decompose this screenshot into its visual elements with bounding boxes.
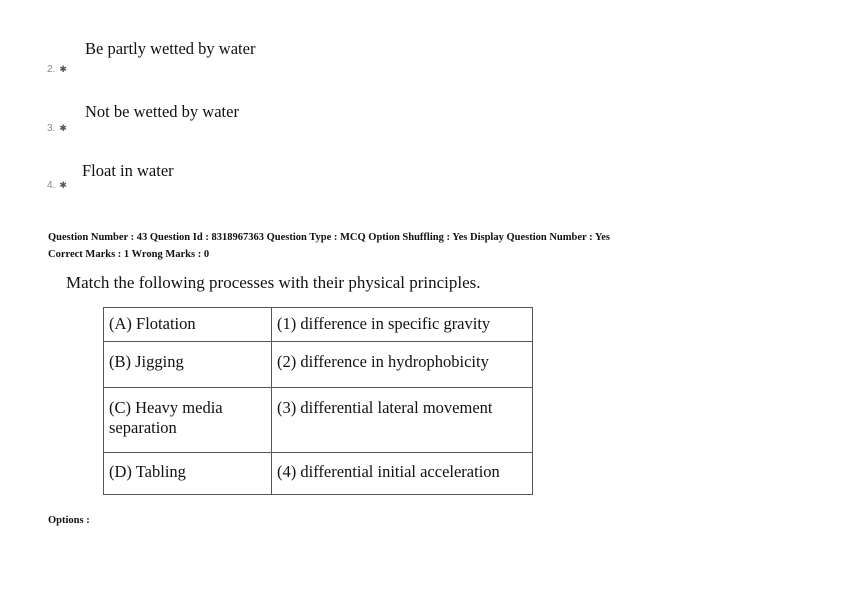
option-4-number xyxy=(47,180,67,191)
options-label: Options : xyxy=(48,515,90,526)
question-meta-line-2: Correct Marks : 1 Wrong Marks : 0 xyxy=(48,249,210,260)
table-cell-left: (A) Flotation xyxy=(104,308,272,342)
table-cell-left: (C) Heavy media separation xyxy=(104,388,272,453)
table-row xyxy=(104,308,533,342)
option-3-text: Not be wetted by water xyxy=(85,102,239,121)
match-table xyxy=(103,307,533,495)
table-cell-right: (3) differential lateral movement xyxy=(272,388,533,453)
option-number-label: 4. xyxy=(47,180,56,191)
table-cell-right: (1) difference in specific gravity xyxy=(272,308,533,342)
question-text: Match the following processes with their physical principles. xyxy=(66,273,481,292)
wrong-mark-icon: ✱ xyxy=(59,180,67,190)
wrong-mark-icon: ✱ xyxy=(59,123,67,133)
table-cell-right: (2) difference in hydrophobicity xyxy=(272,342,533,388)
wrong-mark-icon: ✱ xyxy=(59,64,67,74)
table-cell-right: (4) differential initial acceleration xyxy=(272,453,533,495)
table-row xyxy=(104,388,533,453)
option-2-number xyxy=(47,64,67,75)
table-cell-left: (D) Tabling xyxy=(104,453,272,495)
question-meta-line-1: Question Number : 43 Question Id : 8318967363 Question Type : MCQ Option Shuffling : Yes Display Question Number : Yes xyxy=(48,232,611,243)
option-2-text: Be partly wetted by water xyxy=(85,39,256,58)
table-row xyxy=(104,342,533,388)
option-number-label: 3. xyxy=(47,123,56,134)
table-cell-left: (B) Jigging xyxy=(104,342,272,388)
option-number-label: 2. xyxy=(47,64,56,75)
option-3-number xyxy=(47,123,67,134)
table-row xyxy=(104,453,533,495)
option-4-text: Float in water xyxy=(82,161,174,180)
